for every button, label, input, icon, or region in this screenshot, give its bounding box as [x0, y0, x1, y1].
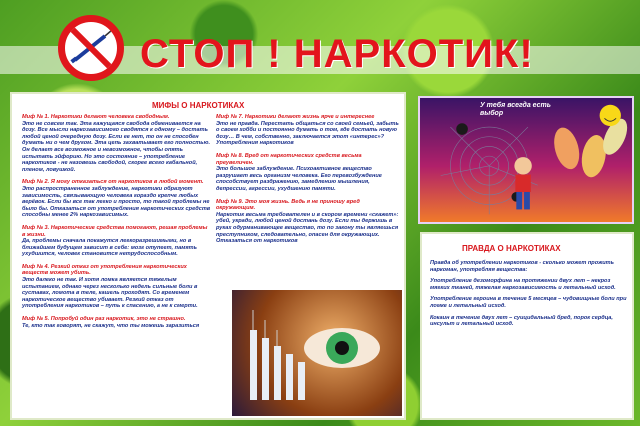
myth-question: Миф № 5. Попробуй один раз наркотик, это не страшно. — [22, 316, 186, 323]
myth-question: Миф № 1. Наркотики делают человека свободным. — [22, 114, 170, 120]
myth-question: Миф № 7. Наркотики делают жизнь ярче и интереснее — [216, 114, 375, 120]
truth-paragraph: Употребление героина в течение 5 месяцев – чудовищные боли при ломке и летальный исход. — [430, 296, 627, 309]
truth-panel — [420, 232, 634, 420]
myth-question: Миф № 4. Резкий отказ от употребления наркотических веществ может убить. — [22, 263, 187, 277]
myth-answer: Наркотик весьма требователен и в скором времени «скажет»: убей, укради, любой ценой достань дозу. Если ты держишь в руках одурманивающее вещество, то по закону ты являешься преступником, следовательно, опасен для окружающих. Отказаться от наркотиков — [216, 211, 399, 245]
myth-answer: Те, кто так говорят, не скажут, что ты можешь заразиться — [22, 322, 200, 329]
myth-question: Миф № 8. Вред от наркотических средств весьма преувеличен. — [216, 152, 362, 166]
choice-illustration — [418, 96, 634, 224]
eye-syringes-photo — [232, 290, 402, 416]
truth-paragraph: Употребление дезоморфина на протяжении двух лет – некроз мягких тканей, тяжелая наркозависимость и летальный исход. — [430, 278, 616, 291]
myth-answer: Это не совсем так. Эта кажущаяся свобода обменивается на дозу. Все мысли наркозависимого сводятся к одному – достать любой ценой очередную дозу. Если ее нет, то он не способен думать ни о чем другом. Эта цепь захватывает его полностью. Он делает все возможное и невозможное, чтобы опять испытать эйфорию. Но это состояние – употребление наркотиков - не назовешь свободой, скорее всего кабальной, пленом, ловушкой. — [22, 120, 210, 173]
myth-question: Миф № 9. Это моя жизнь. Ведь я не приношу вред окружающим. — [216, 198, 360, 212]
truth-heading: ПРАВДА О НАРКОТИКАХ — [462, 244, 561, 253]
myths-heading: МИФЫ О НАРКОТИКАХ — [152, 101, 245, 110]
myth-answer: Это большое заблуждение. Психоактивное вещество разрушает весь организм человека. Его перевозбуждение способствует раздражению, замедлению мышления, депрессии, агрессии, ухудшению памяти. — [216, 166, 382, 192]
truth-paragraph: Кокаин в течение двух лет – суицидальный бред, порок сердца, инсульт и летальный исход. — [430, 314, 613, 328]
myths-panel — [10, 92, 406, 420]
myths-column-2 — [216, 114, 400, 251]
myth-answer: Да, проблемы сначала покажутся легкоразрешимыми, но в ближайшем будущем зависит в себе: мозг отупеет, память ухудшится, человек становится нетрудоспособным. — [22, 238, 197, 258]
no-syringe-icon — [58, 15, 124, 81]
myths-column-1 — [22, 114, 212, 335]
choice-slogan: У тебя всегда есть выбор — [480, 102, 551, 117]
myth-question: Миф № 3. Наркотические средства помогают, решая проблемы в жизни. — [22, 224, 208, 238]
myth-answer: Это далеко не так. И хотя ломка является тяжелым испытанием, однако через несколько недель сильные боли в суставах, ломота в теле, кашель проходят. Со временем наркотическое вещество убивает. Резкий отказ от употребления наркотиков – путь к спасению, а не к смерти. — [22, 277, 198, 310]
myth-answer: Это не правда. Перестать общаться со своей семьей, забыть о своем хобби и постоянно думать о том, где достать новую дозу… В чем, собственно, заключается этот «интерес»? Употребления наркотиков — [216, 120, 399, 147]
truth-text — [430, 260, 628, 333]
truth-paragraph: Правда об употреблении наркотиков - сколько может прожить наркоман, употребляя вещества: — [430, 260, 614, 273]
myth-question: Миф № 2. Я могу отказаться от наркотиков в любой момент. — [22, 179, 204, 186]
myth-answer: Это распространенное заблуждение, наркотики образуют зависимость, связывающую человека гораздо крепче любых верёвок. Если бы все так легко и просто, то такой проблемы не было бы. Отказаться от употребления наркотических средств способны менее 2% наркозависимых. — [22, 185, 211, 219]
page-title: СТОП ! НАРКОТИК! — [140, 32, 534, 76]
